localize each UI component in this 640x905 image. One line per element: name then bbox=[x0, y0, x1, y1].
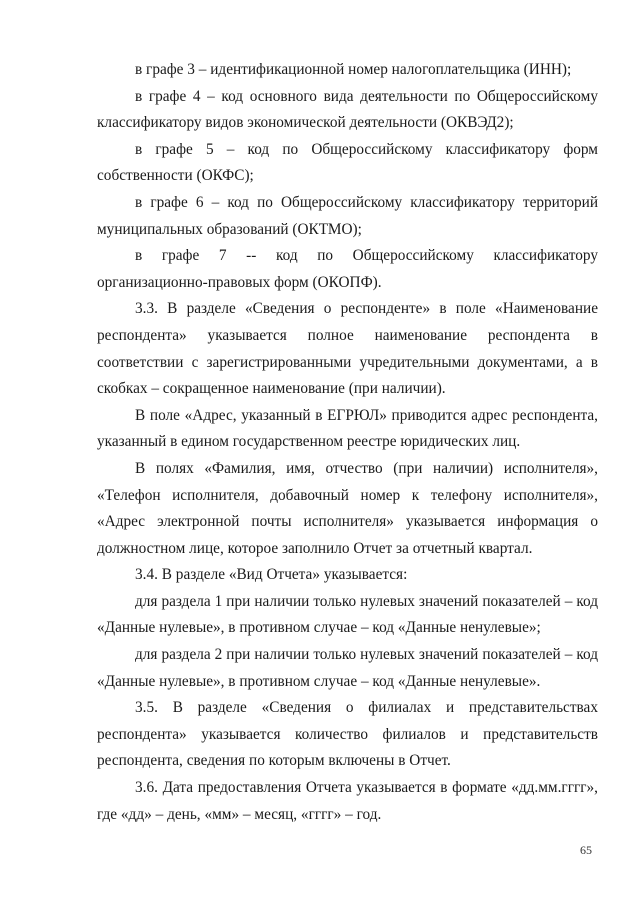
paragraph-grafa-5: в графе 5 – код по Общероссийскому классификатору форм собственности (ОКФС); bbox=[97, 140, 598, 185]
paragraph-address: В поле «Адрес, указанный в ЕГРЮЛ» приводится адрес респондента, указанный в едином государственном реестре юридических лиц. bbox=[97, 406, 598, 451]
paragraph-section-1: для раздела 1 при наличии только нулевых значений показателей – код «Данные нулевые», в противном случае – код «Данные ненулевые»; bbox=[97, 592, 598, 637]
paragraph-grafa-4: в графе 4 – код основного вида деятельности по Общероссийскому классификатору видов экономической деятельности (ОКВЭД2); bbox=[97, 87, 598, 132]
paragraph-3-4: 3.4. В разделе «Вид Отчета» указывается: bbox=[135, 566, 408, 584]
page-number: 65 bbox=[580, 843, 592, 857]
body-text bbox=[97, 57, 598, 828]
paragraph-grafa-3: в графе 3 – идентификационной номер налогоплательщика (ИНН); bbox=[135, 61, 572, 78]
paragraph-3-6: 3.6. Дата предоставления Отчета указывается в формате «дд.мм.гггг», где «дд» – день, «мм» – месяц, «гггг» – год. bbox=[97, 779, 598, 823]
paragraph-executor-fields: В полях «Фамилия, имя, отчество (при наличии) исполнителя», «Телефон исполнителя, добавочный номер к телефону исполнителя», «Адрес электронной почты исполнителя» указывается информация о должностном лице, которое заполнило Отчет за отчетный квартал. bbox=[97, 459, 598, 557]
paragraph-3-5: 3.5. В разделе «Сведения о филиалах и представительствах респондента» указывается количество филиалов и представительств респондента, сведения по которым включены в Отчет. bbox=[97, 699, 598, 770]
paragraph-grafa-6: в графе 6 – код по Общероссийскому классификатору территорий муниципальных образований (ОКТМО); bbox=[97, 193, 598, 238]
paragraph-grafa-7: в графе 7 -- код по Общероссийскому классификатору организационно-правовых форм (ОКОПФ). bbox=[97, 247, 598, 291]
paragraph-3-3: 3.3. В разделе «Сведения о респонденте» в поле «Наименование респондента» указывается полное наименование респондента в соответствии с зарегистрированными учредительными документами, а в скобках – сокращенное наименование (при наличии). bbox=[97, 300, 598, 398]
paragraph-section-2: для раздела 2 при наличии только нулевых значений показателей – код «Данные нулевые», в противном случае – код «Данные ненулевые». bbox=[97, 646, 598, 690]
